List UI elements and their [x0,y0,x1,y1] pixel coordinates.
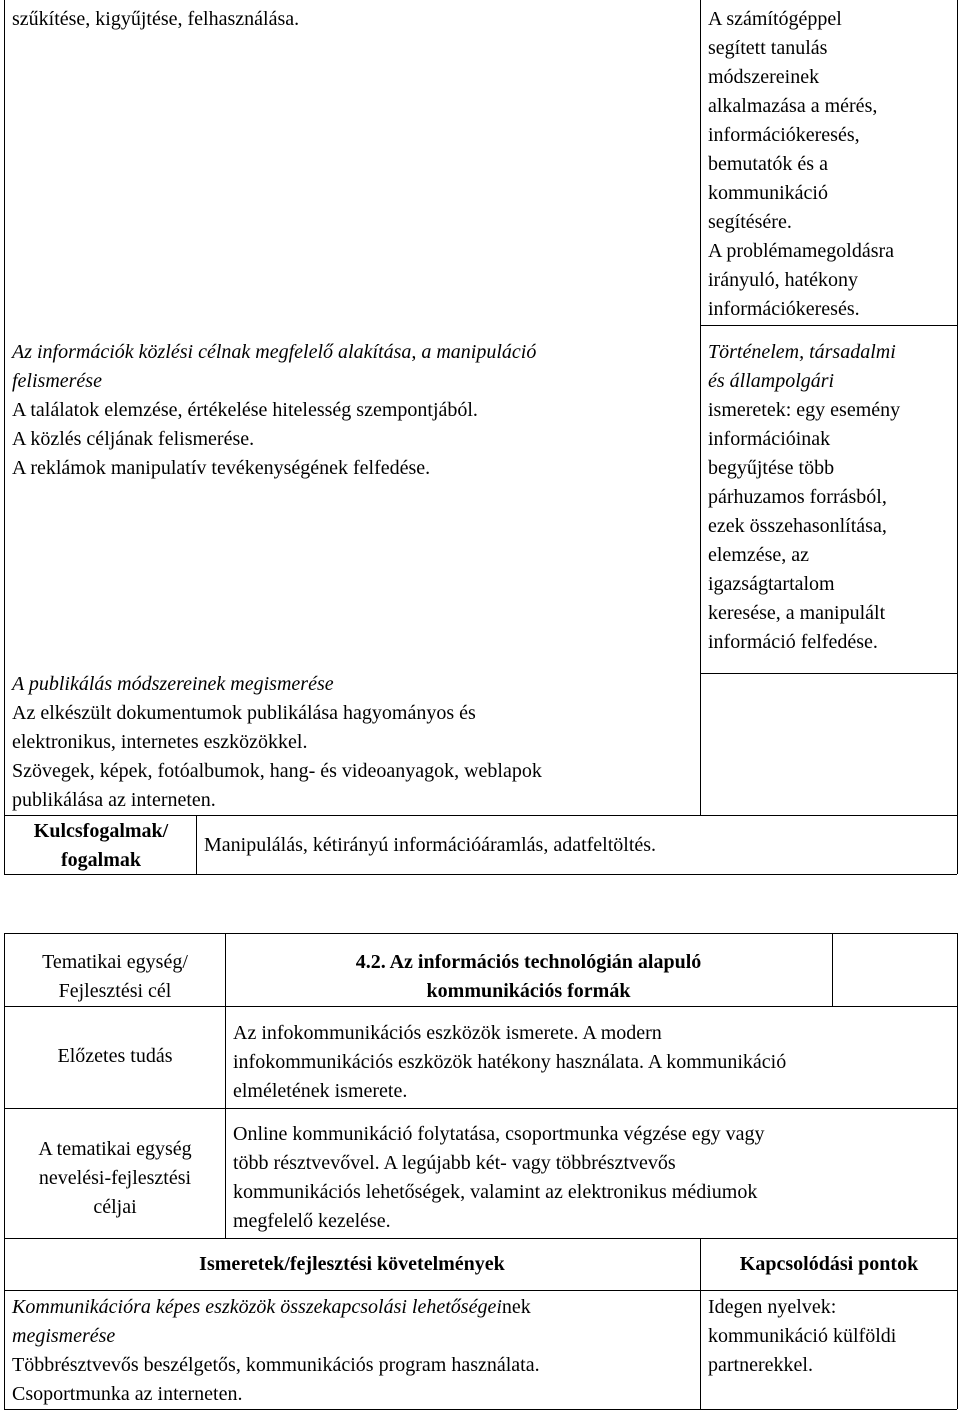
table1-right-cell-divider [700,325,957,326]
connections-line: Idegen nyelvek: [708,1296,837,1318]
development-goals-label-line: céljai [93,1196,137,1218]
connection-line: A számítógéppel [708,8,842,30]
publishing-line: Az elkészült dokumentumok publikálása hagyományos és [12,702,476,724]
keywords-label [6,817,196,875]
prior-knowledge-label: Előzetes tudás [57,1045,173,1067]
connection-subject: és állampolgári [708,370,835,392]
development-goals-line: megfelelő kezelése. [233,1210,391,1232]
unit-title [226,948,831,1006]
info-line: A reklámok manipulatív tevékenységének felfedése. [12,457,431,479]
development-goals-label-line: nevelési-fejlesztési [38,1167,192,1189]
requirements-line: Többrésztvevős beszélgetős, kommunikációs program használata. [12,1354,540,1376]
info-line: A találatok elemzése, értékelése hitelesség szempontjából. [12,399,478,421]
publishing-heading: A publikálás módszereinek megismerése [12,673,334,695]
keywords-label-line: fogalmak [61,849,141,871]
thematic-unit-label [6,948,224,1006]
prior-knowledge-line: infokommunikációs eszközök hatékony használata. A kommunikáció [233,1051,787,1073]
table2-header-bottom [4,1290,957,1291]
development-goals-label-line: A tematikai egység [38,1138,192,1160]
table1-keyword-top [4,815,957,816]
table2-row3-bottom [4,1238,957,1239]
connection-line: segített tanulás [708,37,828,59]
requirements-italic-line [12,1293,698,1322]
connection-line: ismeretek: egy esemény [708,399,901,421]
thematic-unit-label-line: Fejlesztési cél [58,980,172,1002]
table1-right-cell-divider-2 [700,673,957,674]
prior-knowledge-line: elméletének ismerete. [233,1080,408,1102]
table1-left-border [4,0,5,874]
publishing-line: Szövegek, képek, fotóalbumok, hang- és videoanyagok, weblapok [12,760,542,782]
requirements-italic-line: megismerése [12,1325,116,1347]
keywords-label-line: Kulcsfogalmak/ [33,820,169,842]
connection-line: elemzése, az [708,544,810,566]
development-goals-line: kommunikációs lehetőségek, valamint az elektronikus médiumok [233,1181,758,1203]
connection-subject: Történelem, társadalmi [708,341,896,363]
connections-line: kommunikáció külföldi [708,1325,897,1347]
development-goals-text [233,1120,955,1236]
development-goals-line: több résztvevővel. A legújabb két- vagy többrésztvevős [233,1152,676,1174]
connection-line: begyűjtése több [708,457,835,479]
requirements-header: Ismeretek/fejlesztési követelmények [199,1253,505,1275]
requirements-text [12,1293,698,1409]
connection-line: információkeresés. [708,298,860,320]
table2-top [4,933,957,934]
connections-header: Kapcsolódási pontok [739,1253,919,1275]
connection-line: módszereinek [708,66,820,88]
table2-left-border [4,933,5,1409]
requirements-italic-text: Kommunikációra képes eszközök összekapcsolási lehetőségei [12,1296,502,1318]
connections-text [708,1293,956,1380]
info-line: A közlés céljának felismerése. [12,428,255,450]
publishing-line: publikálása az interneten. [12,789,216,811]
keywords-value: Manipulálás, kétirányú információáramlás, adatfeltöltés. [204,834,657,856]
connections-line: partnerekkel. [708,1354,813,1376]
table1-right-border [957,0,958,874]
connection-line: irányuló, hatékony [708,269,858,291]
prior-knowledge-line: Az infokommunikációs eszközök ismerete. A modern [233,1022,662,1044]
info-heading: Az információk közlési célnak megfelelő alakítása, a manipuláció [12,341,537,363]
connection-line: segítésére. [708,211,792,233]
table2-title-divider [832,933,833,1006]
table2-row1-bottom [4,1006,957,1007]
continued-text: szűkítése, kigyűjtése, felhasználása. [12,8,300,30]
table2-right-border [957,933,958,1409]
connection-line: bemutatók és a [708,153,828,175]
table2-bottom-divider [700,1238,701,1409]
requirements-italic-tail: nek [501,1296,531,1318]
info-section [12,338,696,483]
connection-cell-2 [708,338,956,657]
development-goals-label [6,1135,224,1222]
connection-line: információ felfedése. [708,631,878,653]
prior-knowledge-text [233,1019,955,1106]
requirements-line: Csoportmunka az interneten. [12,1383,243,1405]
connection-line: alkalmazása a mérés, [708,95,878,117]
connection-line: párhuzamos forrásból, [708,486,887,508]
table2-row2-bottom [4,1108,957,1109]
connection-line: információkeresés, [708,124,860,146]
table1-mid-border [700,0,701,815]
connection-line: A problémamegoldásra [708,240,895,262]
table1-keyword-divider [196,815,197,874]
connection-line: igazságtartalom [708,573,835,595]
connection-line: kommunikáció [708,182,828,204]
unit-title-line: kommunikációs formák [426,980,631,1002]
development-goals-line: Online kommunikáció folytatása, csoportmunka végzése egy vagy [233,1123,765,1145]
connection-line: keresése, a manipulált [708,602,886,624]
connection-line: információinak [708,428,831,450]
table2-bottom [4,1409,957,1410]
connection-cell-1 [708,5,956,324]
unit-title-line: 4.2. Az információs technológián alapuló [355,951,702,973]
publishing-line: elektronikus, internetes eszközökkel. [12,731,308,753]
info-heading-cont: felismerése [12,370,102,392]
publishing-section [12,670,696,815]
thematic-unit-label-line: Tematikai egység/ [42,951,188,973]
connection-line: ezek összehasonlítása, [708,515,887,537]
